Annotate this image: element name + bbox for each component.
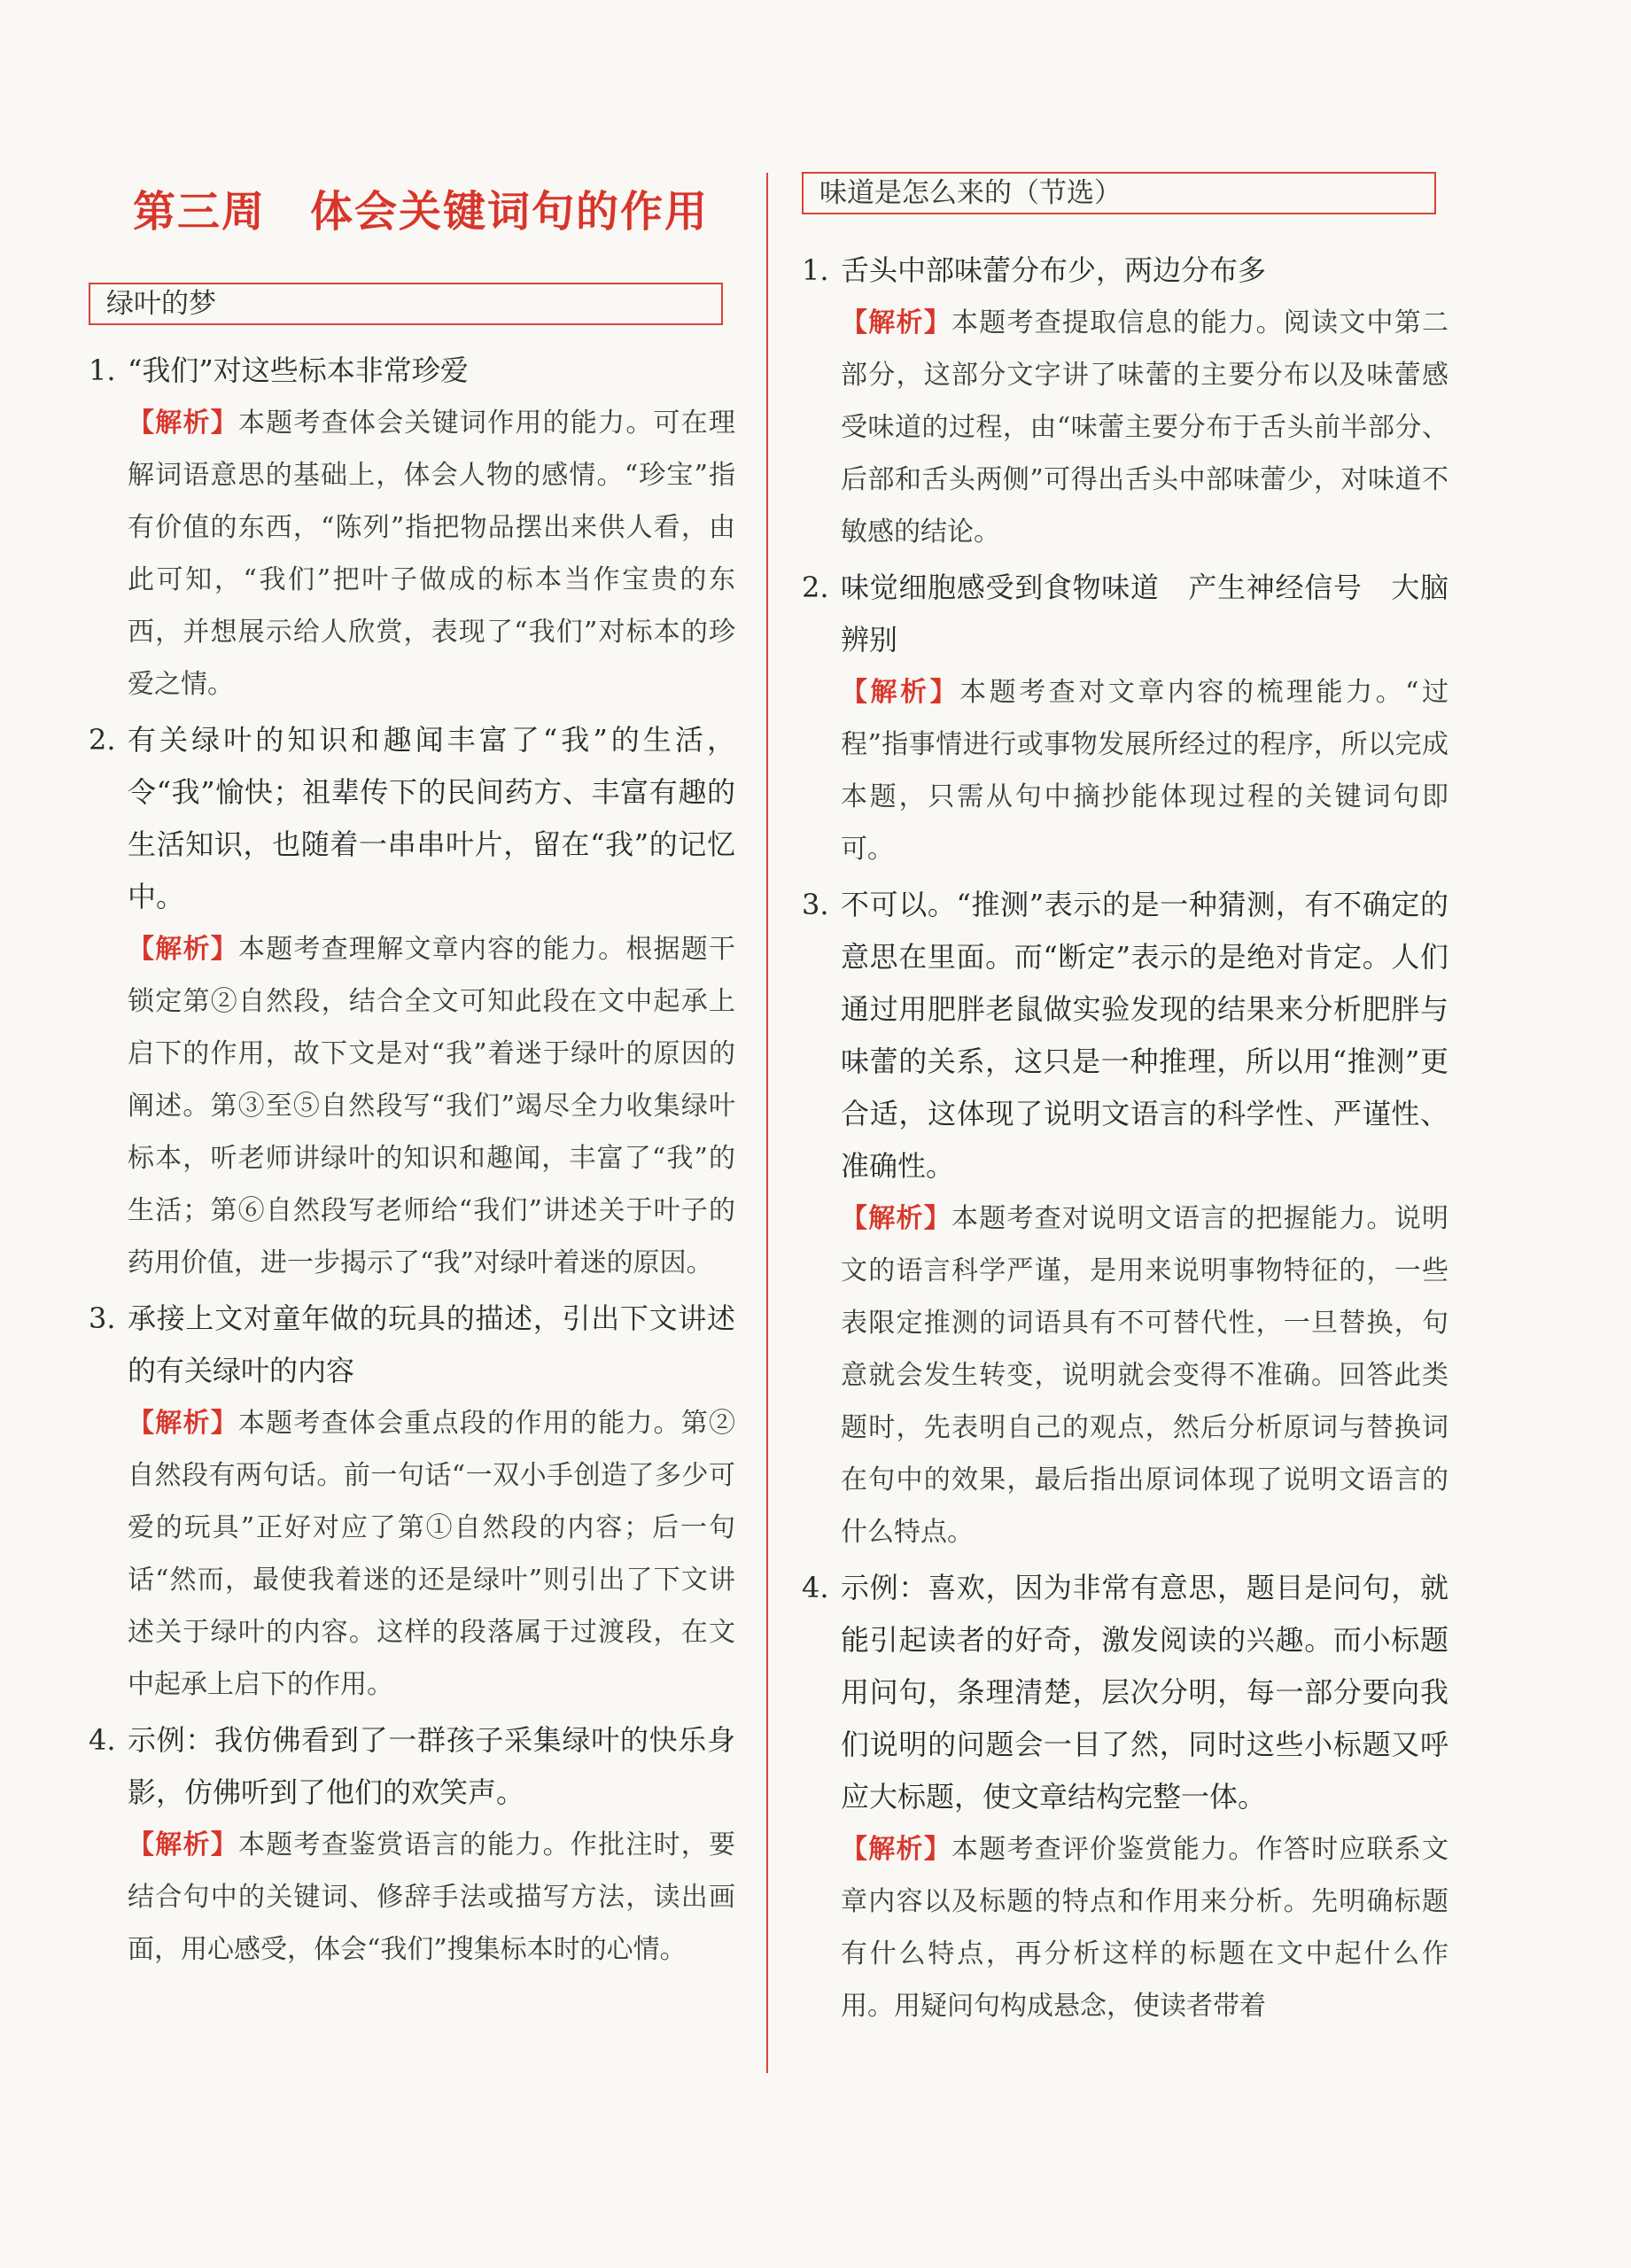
section-title-left: 绿叶的梦 [89,283,723,325]
analysis-tag: 【解析】 [841,1834,951,1865]
analysis-tag: 【解析】 [841,307,951,338]
answer-text: 味觉细胞感受到食物味道 产生神经信号 大脑辨别 [841,571,1448,656]
answer-text: 舌头中部味蕾分布少，两边分布多 [841,253,1267,287]
analysis-tag: 【解析】 [128,1829,238,1860]
answer-text: 示例：喜欢，因为非常有意思，题目是问句，就能引起读者的好奇，激发阅读的兴趣。而小标题用问句，条理清楚，层次分明，每一部分要向我们说明的问题会一目了然，同时这些小标题又呼应大标题，使文章结构完整一体。 [841,1571,1448,1814]
question-number: 1. [89,353,116,387]
analysis-text: 【解析】本题考查对文章内容的梳理能力。“过程”指事情进行或事物发展所经过的程序，所以完成本题，只需从句中摘抄能体现过程的关键词句即可。 [841,677,1449,865]
analysis-text: 【解析】本题考查提取信息的能力。阅读文中第二部分，这部分文字讲了味蕾的主要分布以及味蕾感受味道的过程，由“味蕾主要分布于舌头前半部分、后部和舌头两侧”可得出舌头中部味蕾少，对味道不敏感的结论。 [841,307,1449,548]
question-item [89,345,735,711]
question-number: 1. [802,253,829,287]
analysis-text: 【解析】本题考查理解文章内容的能力。根据题干锁定第②自然段，结合全文可知此段在文中起承上启下的作用，故下文是对“我”着迷于绿叶的原因的阐述。第③至⑤自然段写“我们”竭尽全力收集绿叶标本，听老师讲绿叶的知识和趣闻，丰富了“我”的生活；第⑥自然段写老师给“我们”讲述关于叶子的药用价值，进一步揭示了“我”对绿叶着迷的原因。 [128,934,736,1278]
answer-text: 示例：我仿佛看到了一群孩子采集绿叶的快乐身影，仿佛听到了他们的欢笑声。 [128,1723,735,1809]
analysis-text: 【解析】本题考查体会重点段的作用的能力。第②自然段有两句话。前一句话“一双小手创造了多少可爱的玩具”正好对应了第①自然段的内容；后一句话“然而，最使我着迷的还是绿叶”则引出了下文讲述关于绿叶的内容。这样的段落属于过渡段，在文中起承上启下的作用。 [128,1408,736,1700]
section-title-right: 味道是怎么来的（节选） [802,172,1436,214]
question-number: 4. [802,1571,829,1604]
page-title: 第三周 体会关键词句的作用 [133,187,710,237]
left-column [89,159,735,1979]
question-item [89,714,735,1289]
analysis-tag: 【解析】 [128,934,238,965]
answer-text: “我们”对这些标本非常珍爱 [128,353,469,387]
question-item [89,1293,735,1711]
column-divider [766,173,768,2073]
question-item [802,562,1448,875]
answer-text: 有关绿叶的知识和趣闻丰富了“我”的生活，令“我”愉快；祖辈传下的民间药方、丰富有趣的生活知识，也随着一串串叶片，留在“我”的记忆中。 [128,723,735,913]
question-number: 2. [89,723,116,757]
answer-text: 不可以。“推测”表示的是一种猜测，有不确定的意思在里面。而“断定”表示的是绝对肯定。人们通过用肥胖老鼠做实验发现的结果来分析肥胖与味蕾的关系，这只是一种推理，所以用“推测”更合适，这体现了说明文语言的科学性、严谨性、准确性。 [841,888,1448,1183]
analysis-text: 【解析】本题考查鉴赏语言的能力。作批注时，要结合句中的关键词、修辞手法或描写方法，读出画面，用心感受，体会“我们”搜集标本时的心情。 [128,1829,736,1965]
question-item [802,879,1448,1558]
analysis-text: 【解析】本题考查评价鉴赏能力。作答时应联系文章内容以及标题的特点和作用来分析。先明确标题有什么特点，再分析这样的标题在文中起什么作用。用疑问句构成悬念，使读者带着 [841,1834,1449,2022]
answer-text: 承接上文对童年做的玩具的描述，引出下文讲述的有关绿叶的内容 [128,1301,735,1387]
question-number: 3. [802,888,829,921]
analysis-text: 【解析】本题考查体会关键词作用的能力。可在理解词语意思的基础上，体会人物的感情。“珍宝”指有价值的东西，“陈列”指把物品摆出来供人看，由此可知，“我们”把叶子做成的标本当作宝贵的东西，并想展示给人欣赏，表现了“我们”对标本的珍爱之情。 [128,408,736,700]
analysis-tag: 【解析】 [841,677,960,708]
question-number: 2. [802,571,829,604]
question-item [802,245,1448,558]
analysis-text: 【解析】本题考查对说明文语言的把握能力。说明文的语言科学严谨，是用来说明事物特征的，一些表限定推测的词语具有不可替代性，一旦替换，句意就会发生转变，说明就会变得不准确。回答此类题时，先表明自己的观点，然后分析原词与替换词在句中的效果，最后指出原词体现了说明文语言的什么特点。 [841,1203,1449,1548]
analysis-tag: 【解析】 [128,408,238,439]
question-item [802,1562,1448,2032]
right-column [802,159,1448,2036]
analysis-tag: 【解析】 [128,1408,238,1439]
question-number: 3. [89,1301,116,1335]
question-number: 4. [89,1723,116,1757]
question-item [89,1714,735,1976]
analysis-tag: 【解析】 [841,1203,951,1234]
